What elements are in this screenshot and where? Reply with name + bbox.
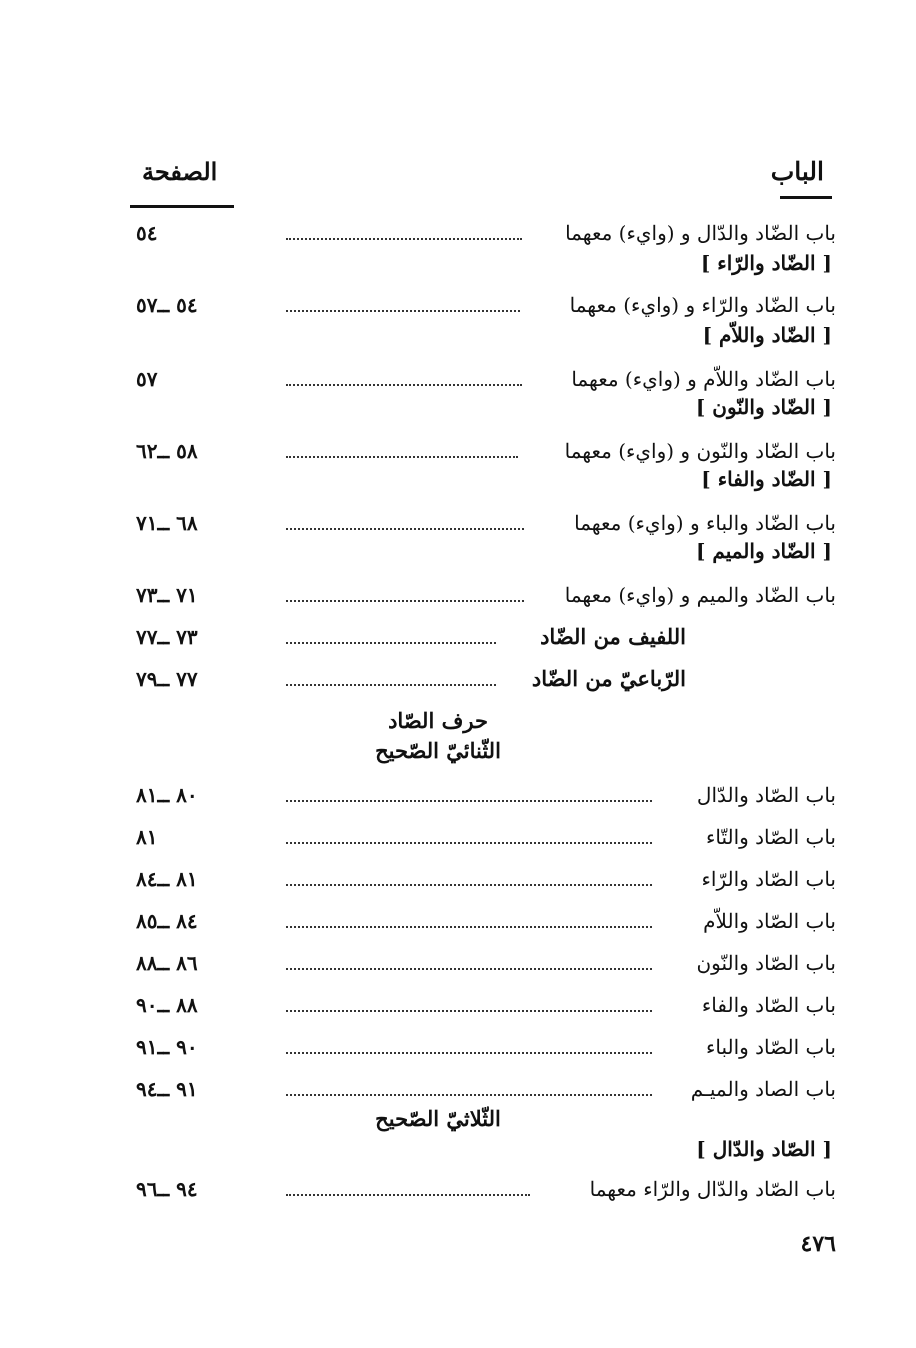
chapter-header-underline	[780, 196, 832, 199]
entry-pages: ٩٤ ــ٩٦	[136, 1177, 198, 1201]
toc-entry	[136, 1072, 836, 1106]
toc-entry	[136, 506, 836, 540]
dot-leader	[286, 684, 496, 686]
entry-pages: ٩١ ــ٩٤	[136, 1077, 198, 1101]
entry-title: باب الصّاد والفاء	[701, 993, 836, 1017]
entry-pages: ٥٤ ــ٥٧	[136, 293, 198, 317]
section-subheading: الثّنائيّ الصّحيح	[375, 738, 501, 763]
entry-pages: ٨١ ــ٨٤	[136, 867, 198, 891]
entry-pages: ٥٨ ــ٦٢	[136, 439, 198, 463]
dot-leader	[286, 1052, 652, 1054]
dot-leader	[286, 884, 652, 886]
entry-title: باب الصّاد والباء	[705, 1035, 836, 1059]
entry-pages: ٦٨ ــ٧١	[136, 511, 198, 535]
entry-title: باب الضّاد واللاّم و (وايء) معهما	[571, 367, 836, 391]
entry-pages: ٧٣ ــ٧٧	[136, 625, 198, 649]
entry-subheading: [ الضّاد واللاّم ]	[702, 323, 832, 347]
entry-pages: ٩٠ ــ٩١	[136, 1035, 198, 1059]
dot-leader	[286, 238, 522, 240]
toc-entry	[136, 620, 836, 654]
page-column-header: الصفحة	[142, 157, 218, 186]
toc-entry	[136, 578, 836, 612]
dot-leader	[286, 310, 520, 312]
dot-leader	[286, 642, 496, 644]
entry-title: باب الضّاد والرّاء و (وايء) معهما	[569, 293, 836, 317]
page-header-underline	[130, 205, 234, 208]
entry-title: باب الضّاد والميم و (وايء) معهما	[564, 583, 836, 607]
dot-leader	[286, 1010, 652, 1012]
entry-title: باب الصّاد والنّون	[696, 951, 836, 975]
toc-entry	[136, 904, 836, 938]
toc-entry	[136, 946, 836, 980]
dot-leader	[286, 800, 652, 802]
entry-title: باب الضّاد والدّال و (وايء) معهما	[565, 221, 836, 245]
dot-leader	[286, 842, 652, 844]
dot-leader	[286, 456, 518, 458]
toc-entry	[136, 362, 836, 396]
toc-entry	[136, 434, 836, 468]
toc-entry	[136, 288, 836, 322]
toc-entry	[136, 1172, 836, 1206]
entry-title: الرّباعيّ من الضّاد	[531, 666, 686, 691]
toc-entry	[136, 662, 836, 696]
entry-subheading: [ الضّاد والنّون ]	[695, 395, 832, 419]
section-heading: الثّلاثيّ الصّحيح	[375, 1106, 501, 1131]
entry-title: باب الصّاد والرّاء	[701, 867, 836, 891]
dot-leader	[286, 1094, 652, 1096]
entry-subheading: [ الضّاد والفاء ]	[701, 467, 832, 491]
entry-pages: ٨٤ ــ٨٥	[136, 909, 198, 933]
dot-leader	[286, 968, 652, 970]
entry-pages: ٨٠ ــ٨١	[136, 783, 198, 807]
dot-leader	[286, 384, 522, 386]
entry-title: باب الضّاد والنّون و (وايء) معهما	[564, 439, 836, 463]
toc-entry	[136, 988, 836, 1022]
dot-leader	[286, 600, 524, 602]
entry-pages: ٨١	[136, 825, 158, 849]
entry-subheading: [ الضّاد والرّاء ]	[700, 251, 832, 275]
entry-title: باب الصّاد واللاّم	[703, 909, 836, 933]
toc-entry	[136, 1030, 836, 1064]
toc-entry	[136, 778, 836, 812]
section-subheading: [ الصّاد والدّال ]	[696, 1137, 832, 1161]
chapter-column-header: الباب	[770, 157, 824, 186]
toc-entry	[136, 820, 836, 854]
entry-title: باب الصّاد والدّال والرّاء معهما	[589, 1177, 836, 1201]
entry-pages: ٧٧ ــ٧٩	[136, 667, 198, 691]
entry-title: باب الضّاد والباء و (وايء) معهما	[574, 511, 836, 535]
toc-entry	[136, 862, 836, 896]
entry-subheading: [ الضّاد والميم ]	[695, 539, 832, 563]
entry-pages: ٧١ ــ٧٣	[136, 583, 198, 607]
entry-pages: ٨٨ ــ٩٠	[136, 993, 198, 1017]
entry-title: باب الصاد والميـم	[690, 1077, 836, 1101]
entry-pages: ٥٤	[136, 221, 158, 245]
dot-leader	[286, 1194, 530, 1196]
toc-entry	[136, 216, 836, 250]
entry-title: باب الصّاد والتّاء	[705, 825, 836, 849]
dot-leader	[286, 528, 524, 530]
dot-leader	[286, 926, 652, 928]
entry-title: باب الصّاد والدّال	[696, 783, 836, 807]
page-number: ٤٧٦	[800, 1231, 836, 1257]
entry-pages: ٥٧	[136, 367, 158, 391]
entry-title: اللفيف من الضّاد	[540, 624, 686, 649]
entry-pages: ٨٦ ــ٨٨	[136, 951, 198, 975]
section-heading: حرف الصّاد	[388, 708, 488, 733]
